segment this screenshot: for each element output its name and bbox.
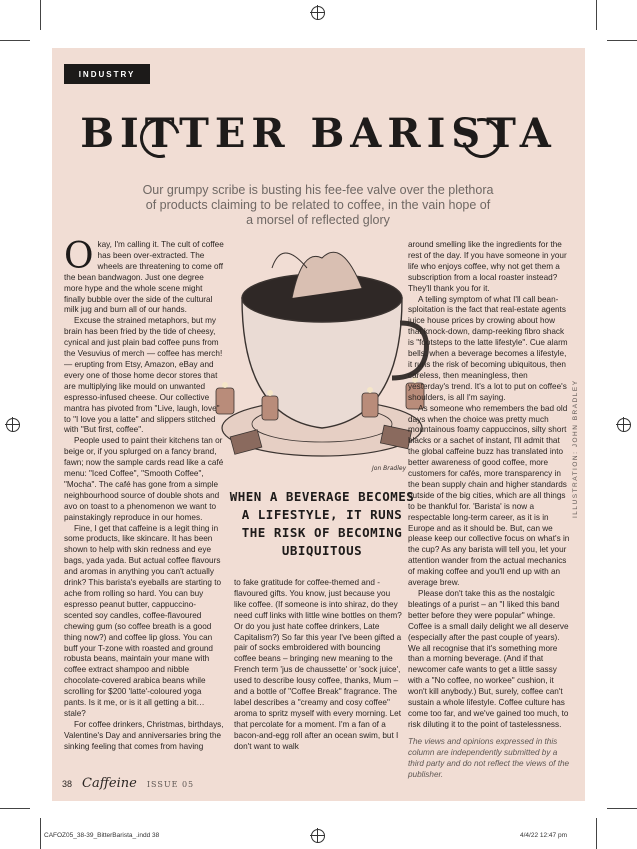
disclaimer: The views and opinions expressed in this column are independently submitted by a third party and do not reflect the views of the publisher. bbox=[408, 736, 570, 779]
registration-mark-icon bbox=[617, 418, 631, 432]
pull-quote: WHEN A BEVERAGE BECOMES A LIFESTYLE, IT RUNS THE RISK OF BECOMING UBIQUITOUS bbox=[229, 489, 415, 558]
trim-mark bbox=[596, 0, 597, 30]
drop-cap: O bbox=[64, 236, 94, 277]
article-column-2 bbox=[234, 578, 404, 753]
paragraph: For coffee drinkers, Christmas, birthdays, Valentine's Day and anniversaries bring the sinking feeling that comes from having bbox=[64, 719, 224, 751]
paragraph: People used to paint their kitchens tan or beige or, if you splurged on a fancy brand, fawn; now the sample cards read like a café menu: "Iced Coffee", "Smooth Coffee", "Mocha". The café has gone from a simple neighbourhood source of double shots and avo on toast to a phenomenon we want to painstakingly reproduce in our homes. bbox=[64, 436, 224, 522]
paragraph: Fine, I get that caffeine is a legit thing in some products, like skincare. It has been shown to help with skin redness and eye bags, yada yada. But actual coffee flavours and aromas in anything you can't actually drink? This barista's eyeballs are starting to ache from rolling so hard. You can buy espresso peanut butter, cappuccino-scented soy candles, coffee-flavoured chewing gum (so coffee breath is a good thing now?) and coffee lip gloss. You can buff your T-zone with roasted and ground robusta beans, maintain your mane with coffee extract shampoo and nibble chocolate-covered arabica beans while scrolling for $200 'latte'-coloured yoga pants. Is it me, or is it all getting a bit… stale? bbox=[64, 523, 222, 718]
paragraph: As someone who remembers the bad old days when the choice was pretty much mountainous foamy cappuccinos, silty short blacks or a sachet of instant, I'll admit that the global caffeine buzz has translated into better awareness of good coffee, more customers for cafés, more transparency in the bean supply chain and higher standards outside of the big cities, which are all things to be thankful for. 'Barista' is now a respectable long-term career, as it is in Europe and as it should be. But, can we please keep our collective focus on what's in the cup? As any barista will tell you, let your attention wander from the actual mechanics of making coffee and you'll end up with an average brew. bbox=[408, 403, 570, 588]
trim-mark bbox=[0, 40, 30, 41]
registration-mark-icon bbox=[311, 6, 325, 20]
coffee-cup-illustration bbox=[212, 228, 432, 478]
registration-mark-icon bbox=[6, 418, 20, 432]
file-slug: CAFOZ05_38-39_BitterBarista_.indd 38 bbox=[44, 832, 160, 839]
issue-label: ISSUE 05 bbox=[146, 780, 195, 789]
trim-mark bbox=[607, 40, 637, 41]
page-title: BITTER BARISTA bbox=[80, 110, 557, 157]
paragraph: Please don't take this as the nostalgic bleatings of a purist – an "I liked this band better before they were popular" whinge. Coffee is a small daily delight we all deserve (especially after the past couple of years). We all recognise that it's something more than a morning beverage. (And if that newcomer cafe wants to get a little sassy with a "No coffee, no workee" cushion, it won't kill anybody.) But, surely, coffee can't sustain a whole lifestyle. Coffee culture has come too far, and we've gained too much, to risk diluting it to the point of tastelessness. bbox=[408, 589, 569, 729]
paragraph: around smelling like the ingredients for the rest of the day. If you have someone in your life who enjoys coffee, why not get them a subscription from a local roaster instead? They'll thank you for it. bbox=[408, 240, 567, 293]
file-date: 4/4/22 12:47 pm bbox=[520, 832, 567, 839]
paragraph: to fake gratitude for coffee-themed and -flavoured gifts. You know, just because you like coffee. (If someone is into shiraz, do they need cuff links with little wine bottles on them? Or do you just hate coffee drinkers, Late Capitalism?) So far this year I've been gifted a pair of socks embroidered with bouncing coffee beans – bringing new meaning to the French term 'jus de chaussette' or 'sock juice', used to describe lousy coffee, thanks, Mum – and a bottle of "Coffee Break" fragrance. The label describes a "creamy and cosy coffee" aroma to spritz myself with every morning. Let that percolate for a moment. I'm a fan of a bacon-and-egg roll after an ocean swim, but I don't want to walk bbox=[234, 578, 402, 751]
trim-mark bbox=[40, 818, 41, 849]
trim-mark bbox=[0, 808, 30, 809]
trim-mark bbox=[596, 818, 597, 849]
paragraph: Excuse the strained metaphors, but my brain has been fried by the tide of cheesy, cynical and just plain bad coffee puns from the Vesuvius of merch — coffee has merch! — erupting from Etsy, Amazon, eBay and every one of those home decor stores that are multiplying like mould on unwanted espresso-infused cheese. Our collective mantra has pivoted from "Live, laugh, love" to "I love you a latte" and slippers stitched with "But first, coffee". bbox=[64, 316, 223, 435]
illustration-credit: ILLUSTRATION: JOHN BRADLEY bbox=[572, 379, 579, 518]
trim-mark bbox=[40, 0, 41, 30]
paragraph: kay, I'm calling it. The cult of coffee has been over-extracted. The wheels are threatening to come off the bean bandwagon. Just one degree more hype and the whole scene might finally bubble over the side of the cultural milk jug and burn all of our hands. bbox=[64, 240, 224, 315]
article-column-3 bbox=[408, 240, 570, 780]
magazine-logo: Caffeine bbox=[82, 776, 137, 791]
section-tag: INDUSTRY bbox=[64, 64, 150, 84]
folio bbox=[62, 776, 194, 791]
magazine-page bbox=[52, 48, 585, 801]
article-column-1 bbox=[64, 236, 224, 753]
paragraph: A telling symptom of what I'll call bean-sploitation is the fact that real-estate agents juice house prices by crowing about how that knock-down, damp-reeking fibro shack is "footsteps to the latte lifestyle". Cue alarm bells: when a beverage becomes a lifestyle, it runs the risk of becoming ubiquitous, then careless, then meaningless, then yesterday's trend. It's a lot to put on coffee's shoulders, is all I'm saying. bbox=[408, 294, 568, 402]
registration-mark-icon bbox=[311, 829, 325, 843]
standfirst: Our grumpy scribe is busting his fee-fee valve over the plethora of products claiming to be related to coffee, in the vain hope of a morsel of reflected glory bbox=[142, 183, 494, 227]
trim-mark bbox=[607, 808, 637, 809]
page-number: 38 bbox=[62, 779, 73, 789]
illustration-signature: Jon Bradley bbox=[372, 465, 407, 472]
